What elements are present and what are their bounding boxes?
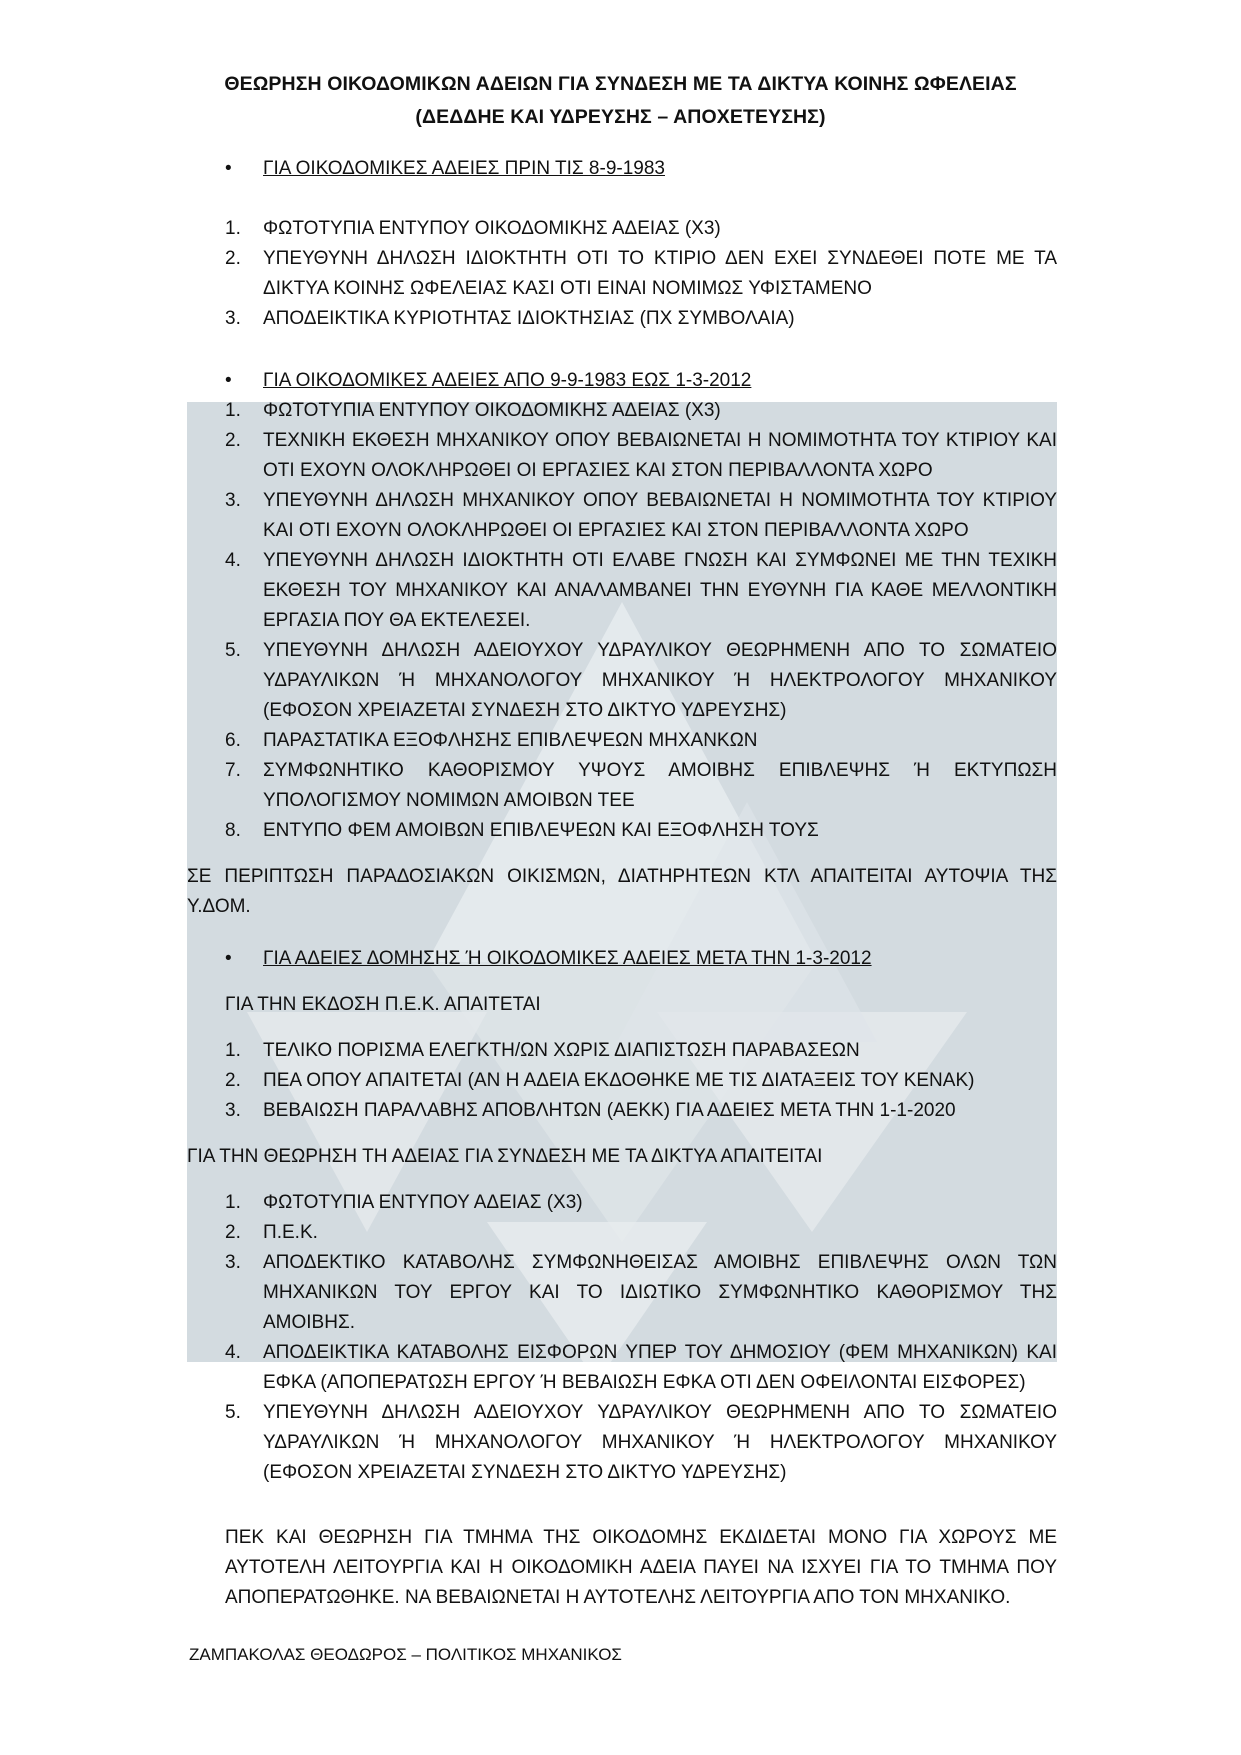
list-item [225,1066,1057,1096]
item-text: ΤΕΛΙΚΟ ΠΟΡΙΣΜΑ ΕΛΕΓΚΤΗ/ΩΝ ΧΩΡΙΣ ΔΙΑΠΙΣΤΩΣΗ ΠΑΡΑΒΑΣΕΩΝ [263,1040,860,1061]
section-2-note: ΣΕ ΠΕΡΙΠΤΩΣΗ ΠΑΡΑΔΟΣΙΑΚΩΝ ΟΙΚΙΣΜΩΝ, ΔΙΑΤΗΡΗΤΕΩΝ ΚΤΛ ΑΠΑΙΤΕΙΤΑΙ ΑΥΤΟΨΙΑ ΤΗΣ Υ.ΔΟΜ. [187,866,1057,917]
list-item [225,304,1057,334]
item-number: 2. [225,430,241,451]
item-text: ΑΠΟΔΕΚΤΙΚΟ ΚΑΤΑΒΟΛΗΣ ΣΥΜΦΩΝΗΘΕΙΣΑΣ ΑΜΟΙΒΗΣ ΕΠΙΒΛΕΨΗΣ ΟΛΩΝ ΤΩΝ ΜΗΧΑΝΙΚΩΝ ΤΟΥ ΕΡΓΟΥ ΚΑΙ ΤΟ ΙΔΙΩΤΙΚΟ ΣΥΜΦΩΝΗΤΙΚΟ ΚΑΘΟΡΙΣΜΟΥ ΤΗΣ ΑΜΟΙΒΗΣ. [263,1252,1057,1333]
bullet-icon: • [225,948,232,969]
item-text: ΕΝΤΥΠΟ ΦΕΜ ΑΜΟΙΒΩΝ ΕΠΙΒΛΕΨΕΩΝ ΚΑΙ ΕΞΟΦΛΗΣΗ ΤΟΥΣ [263,820,819,841]
list-item [225,1036,1057,1066]
item-number: 5. [225,1402,241,1423]
list-item [225,636,1057,726]
item-number: 3. [225,490,241,511]
item-text: ΥΠΕΥΘΥΝΗ ΔΗΛΩΣΗ ΑΔΕΙΟΥΧΟΥ ΥΔΡΑΥΛΙΚΟΥ ΘΕΩΡΗΜΕΝΗ ΑΠΟ ΤΟ ΣΩΜΑΤΕΙΟ ΥΔΡΑΥΛΙΚΩΝ Ή ΜΗΧΑΝΟΛΟΓΟΥ ΜΗΧΑΝΙΚΟΥ Ή ΗΛΕΚΤΡΟΛΟΓΟΥ ΜΗΧΑΝΙΚΟΥ (ΕΦΟΣΟΝ ΧΡΕΙΑΖΕΤΑΙ ΣΥΝΔΕΣΗ ΣΤΟ ΔΙΚΤΥΟ ΥΔΡΕΥΣΗΣ) [263,640,1057,721]
bullet-icon: • [225,158,232,179]
document-title-line-2: (ΔΕΔΔΗΕ ΚΑΙ ΥΔΡΕΥΣΗΣ – ΑΠΟΧΕΤΕΥΣΗΣ) [415,106,826,128]
item-number: 7. [225,760,241,781]
item-number: 1. [225,400,241,421]
item-number: 1. [225,1040,241,1061]
section-2-list [225,396,1057,846]
list-item [225,1248,1057,1338]
item-text: ΠΑΡΑΣΤΑΤΙΚΑ ΕΞΟΦΛΗΣΗΣ ΕΠΙΒΛΕΨΕΩΝ ΜΗΧΑΝΚΩΝ [263,730,758,751]
item-number: 3. [225,308,241,329]
list-item [225,1188,1057,1218]
item-text: ΑΠΟΔΕΙΚΤΙΚΑ ΚΥΡΙΟΤΗΤΑΣ ΙΔΙΟΚΤΗΣΙΑΣ (ΠΧ ΣΥΜΒΟΛΑΙΑ) [263,308,795,329]
section-1-list [225,214,1057,334]
item-text: Π.Ε.Κ. [263,1222,318,1243]
list-item [225,1096,1057,1126]
document-title-line-1: ΘΕΩΡΗΣΗ ΟΙΚΟΔΟΜΙΚΩΝ ΑΔΕΙΩΝ ΓΙΑ ΣΥΝΔΕΣΗ ΜΕ ΤΑ ΔΙΚΤΥΑ ΚΟΙΝΗΣ ΩΦΕΛΕΙΑΣ [224,73,1017,95]
list-item [225,214,1057,244]
pek-intro: ΓΙΑ ΤΗΝ ΕΚΔΟΣΗ Π.Ε.Κ. ΑΠΑΙΤΕΤΑΙ [225,994,541,1015]
list-item [225,726,1057,756]
list-item [225,756,1057,816]
section-1-heading-text: ΓΙΑ ΟΙΚΟΔΟΜΙΚΕΣ ΑΔΕΙΕΣ ΠΡΙΝ ΤΙΣ 8-9-1983 [263,158,665,179]
item-number: 8. [225,820,241,841]
item-number: 3. [225,1100,241,1121]
item-text: ΦΩΤΟΤΥΠΙΑ ΕΝΤΥΠΟΥ ΑΔΕΙΑΣ (Χ3) [263,1192,583,1213]
approval-requirements-list [225,1188,1057,1488]
approval-intro: ΓΙΑ ΤΗΝ ΘΕΩΡΗΣΗ ΤΗ ΑΔΕΙΑΣ ΓΙΑ ΣΥΝΔΕΣΗ ΜΕ ΤΑ ΔΙΚΤΥΑ ΑΠΑΙΤΕΙΤΑΙ [187,1146,823,1167]
item-number: 4. [225,550,241,571]
item-number: 5. [225,640,241,661]
item-text: ΥΠΕΥΘΥΝΗ ΔΗΛΩΣΗ ΙΔΙΟΚΤΗΤΗ ΟΤΙ ΤΟ ΚΤΙΡΙΟ ΔΕΝ ΕΧΕΙ ΣΥΝΔΕΘΕΙ ΠΟΤΕ ΜΕ ΤΑ ΔΙΚΤΥΑ ΚΟΙΝΗΣ ΩΦΕΛΕΙΑΣ ΚΑΣΙ ΟΤΙ ΕΙΝΑΙ ΝΟΜΙΜΩΣ ΥΦΙΣΤΑΜΕΝΟ [263,248,1057,299]
item-number: 3. [225,1252,241,1273]
list-item [225,1218,1057,1248]
list-item [225,244,1057,304]
item-text: ΠΕΑ ΟΠΟΥ ΑΠΑΙΤΕΤΑΙ (ΑΝ Η ΑΔΕΙΑ ΕΚΔΟΘΗΚΕ ΜΕ ΤΙΣ ΔΙΑΤΑΞΕΙΣ ΤΟΥ ΚΕΝΑΚ) [263,1070,975,1091]
item-text: ΒΕΒΑΙΩΣΗ ΠΑΡΑΛΑΒΗΣ ΑΠΟΒΛΗΤΩΝ (ΑΕΚΚ) ΓΙΑ ΑΔΕΙΕΣ ΜΕΤΑ ΤΗΝ 1-1-2020 [263,1100,956,1121]
page-footer: ΖΑΜΠΑΚΟΛΑΣ ΘΕΟΔΩΡΟΣ – ΠΟΛΙΤΙΚΟΣ ΜΗΧΑΝΙΚΟΣ [189,1645,622,1664]
pek-requirements-list [225,1036,1057,1126]
closing-paragraph: ΠΕΚ ΚΑΙ ΘΕΩΡΗΣΗ ΓΙΑ ΤΜΗΜΑ ΤΗΣ ΟΙΚΟΔΟΜΗΣ ΕΚΔΙΔΕΤΑΙ ΜΟΝΟ ΓΙΑ ΧΩΡΟΥΣ ΜΕ ΑΥΤΟΤΕΛΗ ΛΕΙΤΟΥΡΓΙΑ ΚΑΙ Η ΟΙΚΟΔΟΜΙΚΗ ΑΔΕΙΑ ΠΑΥΕΙ ΝΑ ΙΣΧΥΕΙ ΓΙΑ ΤΟ ΤΜΗΜΑ ΠΟΥ ΑΠΟΠΕΡΑΤΩΘΗΚΕ. ΝΑ ΒΕΒΑΙΩΝΕΤΑΙ Η ΑΥΤΟΤΕΛΗΣ ΛΕΙΤΟΥΡΓΙΑ ΑΠΟ ΤΟΝ ΜΗΧΑΝΙΚΟ. [225,1527,1057,1608]
list-item [225,426,1057,486]
item-number: 1. [225,1192,241,1213]
bullet-icon: • [225,370,232,391]
item-text: ΥΠΕΥΘΥΝΗ ΔΗΛΩΣΗ ΙΔΙΟΚΤΗΤΗ ΟΤΙ ΕΛΑΒΕ ΓΝΩΣΗ ΚΑΙ ΣΥΜΦΩΝΕΙ ΜΕ ΤΗΝ ΤΕΧΙΚΗ ΕΚΘΕΣΗ ΤΟΥ ΜΗΧΑΝΙΚΟΥ ΚΑΙ ΑΝΑΛΑΜΒΑΝΕΙ ΤΗΝ ΕΥΘΥΝΗ ΓΙΑ ΚΑΘΕ ΜΕΛΛΟΝΤΙΚΗ ΕΡΓΑΣΙΑ ΠΟΥ ΘΑ ΕΚΤΕΛΕΣΕΙ. [263,550,1057,631]
list-item [225,1338,1057,1398]
list-item [225,816,1057,846]
list-item [225,1398,1057,1488]
list-item [225,546,1057,636]
item-text: ΥΠΕΥΘΥΝΗ ΔΗΛΩΣΗ ΑΔΕΙΟΥΧΟΥ ΥΔΡΑΥΛΙΚΟΥ ΘΕΩΡΗΜΕΝΗ ΑΠΟ ΤΟ ΣΩΜΑΤΕΙΟ ΥΔΡΑΥΛΙΚΩΝ Ή ΜΗΧΑΝΟΛΟΓΟΥ ΜΗΧΑΝΙΚΟΥ Ή ΗΛΕΚΤΡΟΛΟΓΟΥ ΜΗΧΑΝΙΚΟΥ (ΕΦΟΣΟΝ ΧΡΕΙΑΖΕΤΑΙ ΣΥΝΔΕΣΗ ΣΤΟ ΔΙΚΤΥΟ ΥΔΡΕΥΣΗΣ) [263,1402,1057,1483]
item-number: 6. [225,730,241,751]
section-2-heading-text: ΓΙΑ ΟΙΚΟΔΟΜΙΚΕΣ ΑΔΕΙΕΣ ΑΠΟ 9-9-1983 ΕΩΣ 1-3-2012 [263,370,752,391]
item-text: ΦΩΤΟΤΥΠΙΑ ΕΝΤΥΠΟΥ ΟΙΚΟΔΟΜΙΚΗΣ ΑΔΕΙΑΣ (Χ3) [263,218,721,239]
item-number: 1. [225,218,241,239]
item-text: ΑΠΟΔΕΙΚΤΙΚΑ ΚΑΤΑΒΟΛΗΣ ΕΙΣΦΟΡΩΝ ΥΠΕΡ ΤΟΥ ΔΗΜΟΣΙΟΥ (ΦΕΜ ΜΗΧΑΝΙΚΩΝ) ΚΑΙ ΕΦΚΑ (ΑΠΟΠΕΡΑΤΩΣΗ ΕΡΓΟΥ Ή ΒΕΒΑΙΩΣΗ ΕΦΚΑ ΟΤΙ ΔΕΝ ΟΦΕΙΛΟΝΤΑΙ ΕΙΣΦΟΡΕΣ) [263,1342,1057,1393]
section-3-heading-text: ΓΙΑ ΑΔΕΙΕΣ ΔΟΜΗΣΗΣ Ή ΟΙΚΟΔΟΜΙΚΕΣ ΑΔΕΙΕΣ ΜΕΤΑ ΤΗΝ 1-3-2012 [263,948,872,969]
item-number: 2. [225,248,241,269]
item-number: 2. [225,1222,241,1243]
item-text: ΦΩΤΟΤΥΠΙΑ ΕΝΤΥΠΟΥ ΟΙΚΟΔΟΜΙΚΗΣ ΑΔΕΙΑΣ (Χ3) [263,400,721,421]
list-item [225,486,1057,546]
item-text: ΣΥΜΦΩΝΗΤΙΚΟ ΚΑΘΟΡΙΣΜΟΥ ΥΨΟΥΣ ΑΜΟΙΒΗΣ ΕΠΙΒΛΕΨΗΣ Ή ΕΚΤΥΠΩΣΗ ΥΠΟΛΟΓΙΣΜΟΥ ΝΟΜΙΜΩΝ ΑΜΟΙΒΩΝ ΤΕΕ [263,760,1057,811]
item-number: 2. [225,1070,241,1091]
list-item [225,396,1057,426]
item-text: ΥΠΕΥΘΥΝΗ ΔΗΛΩΣΗ ΜΗΧΑΝΙΚΟΥ ΟΠΟΥ ΒΕΒΑΙΩΝΕΤΑΙ Η ΝΟΜΙΜΟΤΗΤΑ ΤΟΥ ΚΤΙΡΙΟΥ ΚΑΙ ΟΤΙ ΕΧΟΥΝ ΟΛΟΚΛΗΡΩΘΕΙ ΟΙ ΕΡΓΑΣΙΕΣ ΚΑΙ ΣΤΟΝ ΠΕΡΙΒΑΛΛΟΝΤΑ ΧΩΡΟ [263,490,1057,541]
item-text: ΤΕΧΝΙΚΗ ΕΚΘΕΣΗ ΜΗΧΑΝΙΚΟΥ ΟΠΟΥ ΒΕΒΑΙΩΝΕΤΑΙ Η ΝΟΜΙΜΟΤΗΤΑ ΤΟΥ ΚΤΙΡΙΟΥ ΚΑΙ ΟΤΙ ΕΧΟΥΝ ΟΛΟΚΛΗΡΩΘΕΙ ΟΙ ΕΡΓΑΣΙΕΣ ΚΑΙ ΣΤΟΝ ΠΕΡΙΒΑΛΛΟΝΤΑ ΧΩΡΟ [263,430,1057,481]
item-number: 4. [225,1342,241,1363]
